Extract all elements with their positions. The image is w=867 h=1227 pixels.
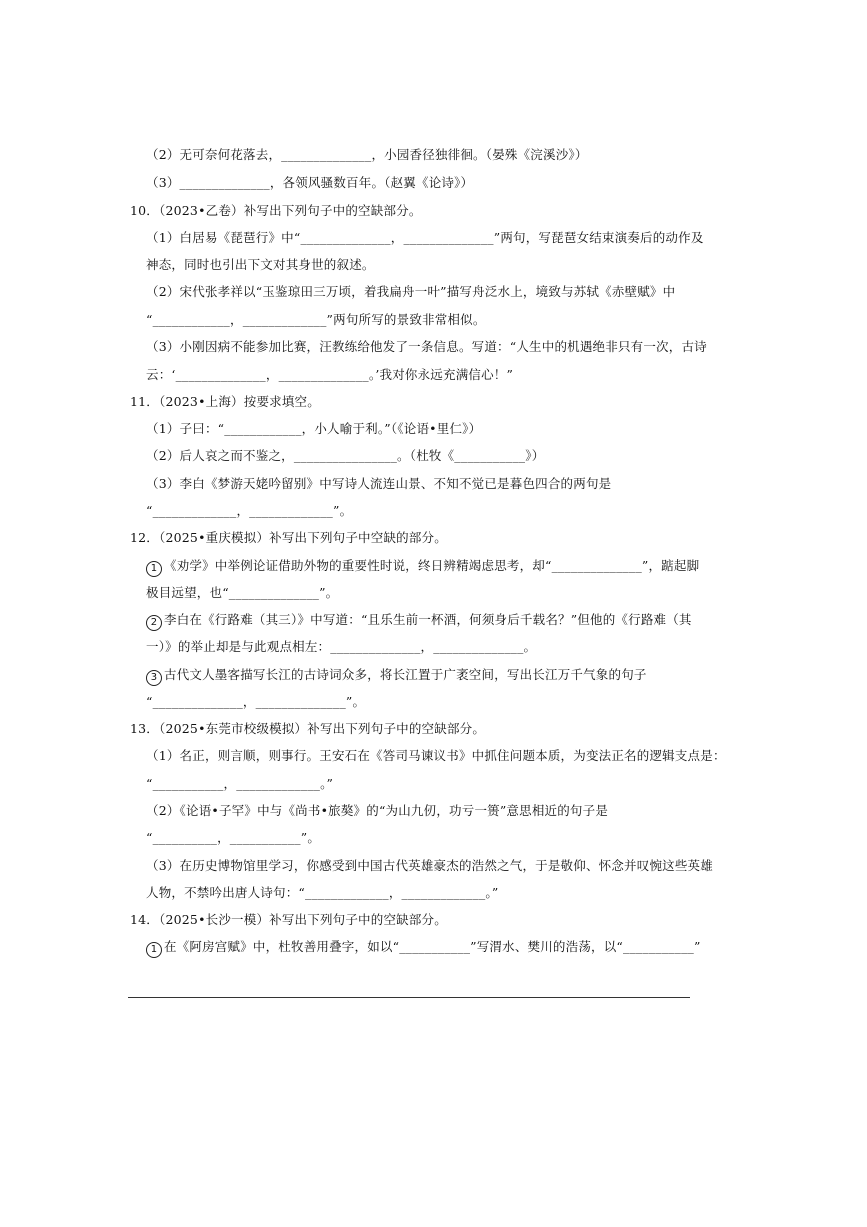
item-number-marker: 2 (146, 615, 162, 631)
line-text: （2）宋代张孝祥以“玉鉴琼田三万顷，着我扁舟一叶”描写舟泛水上，境致与苏轼《赤壁赋》中 (146, 284, 676, 299)
line-text: “____________，_____________”两句所写的景致非常相似。 (146, 312, 486, 327)
line-text: 李白在《行路难（其三）》中写道：“且乐生前一杯酒，何须身后千载名？”但他的《行路难（其 (164, 612, 692, 627)
text-line (146, 693, 365, 711)
text-line (130, 393, 320, 411)
text-line (146, 747, 726, 765)
text-line (146, 829, 320, 847)
text-line (146, 584, 338, 602)
line-text: （2）后人哀之而不鉴之，________________。（杜牧《___________》） (146, 448, 545, 463)
text-line (146, 256, 375, 274)
line-text: “__________，___________”。 (146, 830, 321, 845)
footer-rule (128, 997, 690, 998)
text-line (146, 502, 352, 520)
line-text: （1）名正，则言顺，则事行。王安石在《答司马谏议书》中抓住问题本质，为变法正名的逻辑支点是： (146, 748, 726, 763)
text-line (146, 802, 608, 820)
line-text: 古代文人墨客描写长江的古诗词众多，将长江置于广袤空间，写出长江万千气象的句子 (164, 667, 647, 682)
line-text: 云：‘______________，______________。’我对你永远充满信心！” (146, 367, 514, 382)
line-text: （1）子曰：“____________，小人喻于利。”（《论语•里仁》） (146, 421, 482, 436)
text-line (146, 447, 544, 465)
line-text: “______________，______________”。 (146, 694, 366, 709)
line-text: 14．（2025•长沙一模）补写出下列句子中的空缺部分。 (130, 912, 447, 927)
line-text: 11．（2023•上海）按要求填空。 (130, 394, 320, 409)
line-text: （3）在历史博物馆里学习，你感受到中国古代英雄豪杰的浩然之气，于是敬仰、怀念并叹惋这些英雄 (146, 858, 713, 873)
text-line (146, 311, 486, 329)
text-line (130, 720, 485, 738)
line-text: （3）小刚因病不能参加比赛，汪教练给他发了一条信息。写道：“人生中的机遇绝非只有一次，古诗 (146, 339, 707, 354)
text-line (146, 174, 473, 192)
item-number-marker: 1 (146, 561, 162, 577)
line-text: （3）李白《梦游天姥吟留别》中写诗人流连山景、不知不觉已是暮色四合的两句是 (146, 476, 612, 491)
text-line (146, 938, 701, 958)
line-text: “_____________，_____________”。 (146, 503, 353, 518)
line-text: 《劝学》中举例论证借助外物的重要性时说，终日辨精竭虑思考，却“______________”，踮起脚 (164, 558, 700, 573)
item-number-marker: 3 (146, 670, 162, 686)
line-text: （2）《论语•子罕》中与《尚书•旅獒》的“为山九仞，功亏一篑”意思相近的句子是 (146, 803, 609, 818)
item-number-marker: 1 (146, 942, 162, 958)
text-line (146, 884, 498, 902)
text-line (146, 666, 647, 686)
line-text: 10．（2023•乙卷）补写出下列句子中的空缺部分。 (130, 203, 422, 218)
text-line (130, 911, 447, 929)
line-text: 12．（2025•重庆模拟）补写出下列句子中空缺的部分。 (130, 530, 447, 545)
text-line (146, 775, 333, 793)
line-text: 人物，不禁吟出唐人诗句：“_____________，_____________。” (146, 885, 499, 900)
text-line (146, 146, 588, 164)
text-line (146, 611, 692, 631)
line-text: 一）》的举止却是与此观点相左：______________，______________。 (146, 639, 537, 654)
text-line (146, 338, 707, 356)
line-text: （2）无可奈何花落去，______________，小园香径独徘徊。（晏殊《浣溪沙》） (146, 147, 588, 162)
line-text: （3）______________，各领风骚数百年。（赵翼《论诗》） (146, 175, 474, 190)
line-text: 极目远望，也“______________”。 (146, 585, 339, 600)
line-text: （1）白居易《琵琶行》中“______________，______________”两句，写琵琶女结束演奏后的动作及 (146, 230, 704, 245)
text-line (146, 420, 481, 438)
text-line (146, 557, 699, 577)
text-line (146, 366, 513, 384)
text-line (146, 283, 675, 301)
line-text: 在《阿房宫赋》中，杜牧善用叠字，如以“___________”写渭水、樊川的浩荡，以“___________” (164, 939, 701, 954)
text-line (146, 229, 704, 247)
text-line (146, 638, 536, 656)
line-text: 神态，同时也引出下文对其身世的叙述。 (146, 257, 375, 272)
line-text: “___________，_____________。” (146, 776, 334, 791)
text-line (130, 202, 422, 220)
text-line (146, 857, 713, 875)
text-line (130, 529, 447, 547)
line-text: 13．（2025•东莞市校级模拟）补写出下列句子中的空缺部分。 (130, 721, 486, 736)
text-line (146, 475, 611, 493)
